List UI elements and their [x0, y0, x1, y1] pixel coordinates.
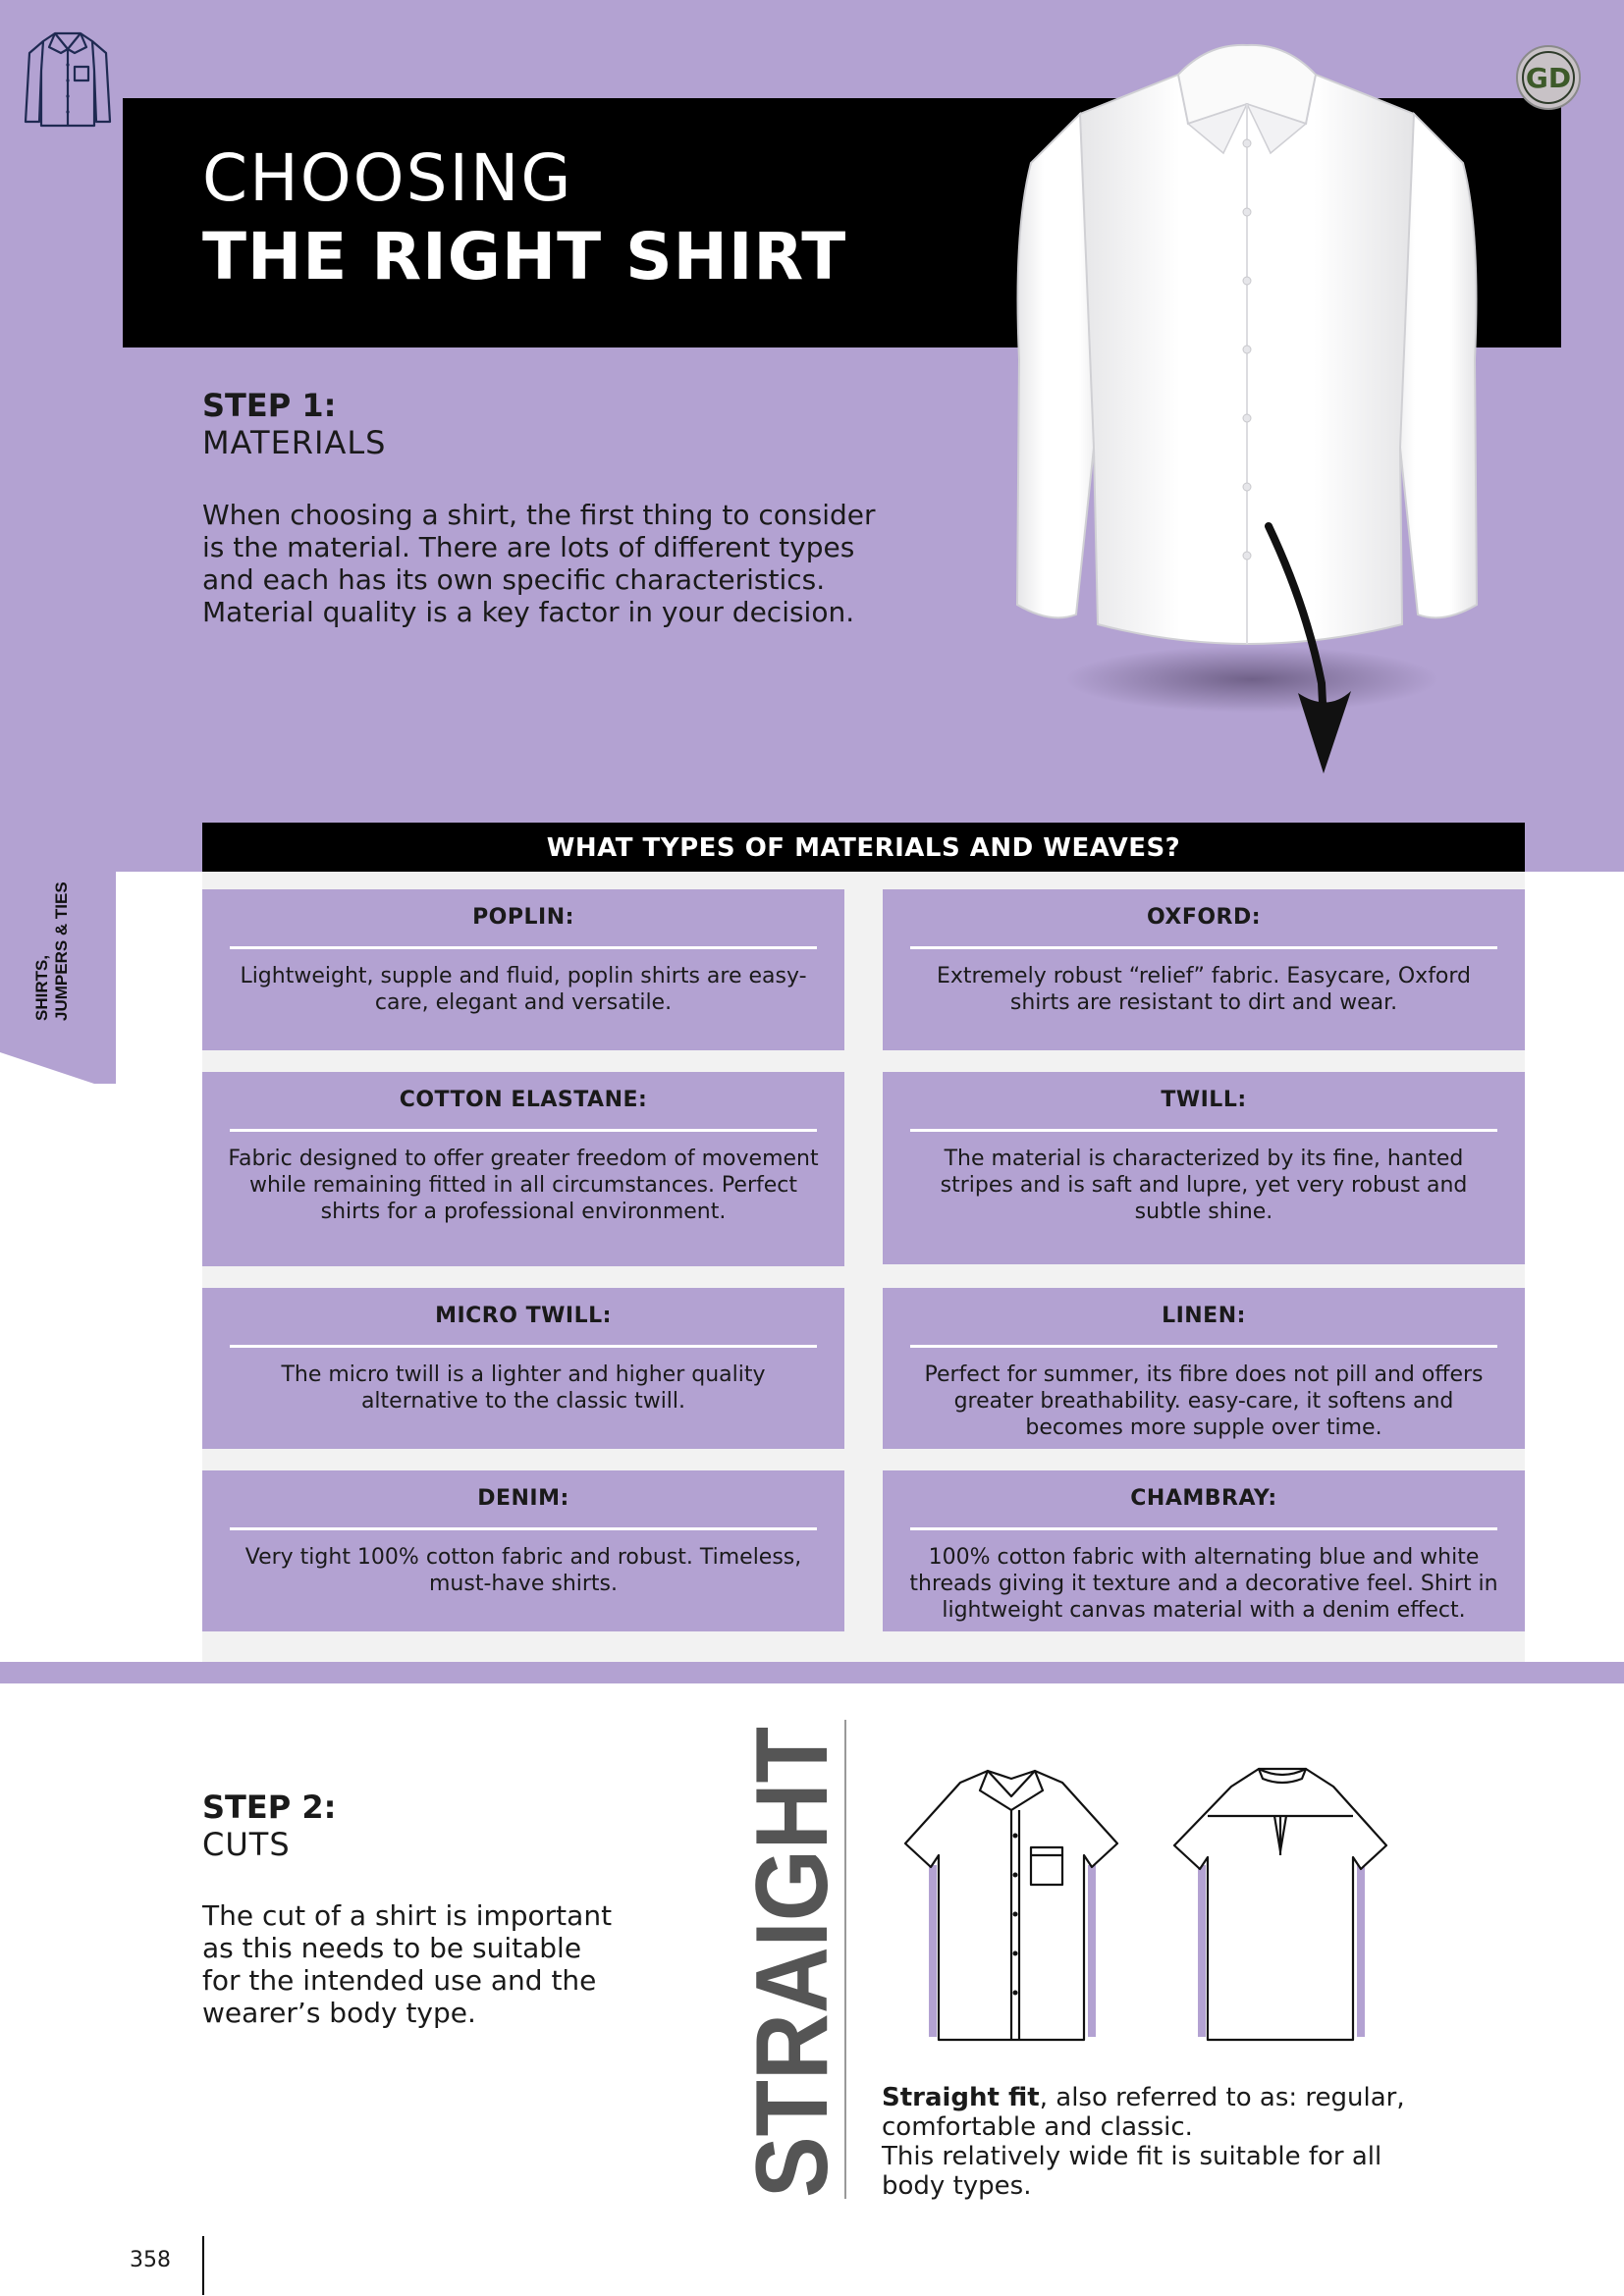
page-title-line2: THE RIGHT SHIRT: [202, 219, 847, 294]
material-title: OXFORD:: [1146, 905, 1262, 930]
material-card-denim: [202, 1470, 844, 1631]
step2-title: STEP 2:: [202, 1789, 337, 1826]
step2-subtitle: CUTS: [202, 1826, 291, 1863]
short-sleeve-shirt-back-icon: [1174, 1769, 1386, 2040]
card-divider: [230, 1527, 817, 1530]
cut-name-vertical: [735, 1676, 849, 2204]
material-description: Lightweight, supple and fluid, poplin shirts are easy-care, elegant and versatile.: [240, 964, 807, 1015]
material-description: 100% cotton fabric with alternating blue and white threads giving it texture and a decorative feel. Shirt in lightweight canvas material with a denim effect.: [909, 1545, 1498, 1623]
material-description: The micro twill is a lighter and higher quality alternative to the classic twill.: [281, 1362, 766, 1414]
material-title: LINEN:: [1162, 1304, 1246, 1328]
svg-text:GD: GD: [1525, 62, 1572, 94]
card-divider: [230, 1345, 817, 1348]
card-divider: [910, 1345, 1497, 1348]
cut-illustration: [882, 1757, 1412, 2052]
material-title: TWILL:: [1161, 1088, 1247, 1112]
footer-rule: [202, 2236, 204, 2295]
card-divider: [230, 946, 817, 949]
material-card-linen: [883, 1288, 1525, 1449]
material-card-chambray: [883, 1470, 1525, 1631]
fit-line2: This relatively wide fit is suitable for all body types.: [882, 2142, 1382, 2201]
material-card-cotton-elastane: [202, 1072, 844, 1266]
card-divider: [910, 1527, 1497, 1530]
material-card-twill: [883, 1072, 1525, 1264]
intro-paragraph: When choosing a shirt, the first thing to consider is the material. There are lots of different types and each has its own specific characteristics.: [202, 499, 876, 596]
material-title: POPLIN:: [472, 905, 574, 930]
material-description: Fabric designed to offer greater freedom of movement while remaining fitted in all circumstances. Perfect shirts for a professional environment.: [228, 1147, 819, 1224]
svg-text:SHIRTS,: SHIRTS,: [32, 954, 51, 1021]
material-title: CHAMBRAY:: [1130, 1486, 1277, 1511]
card-divider: [910, 1129, 1497, 1132]
step2-body: The cut of a shirt is important as this needs to be suitable for the intended use and the wearer’s body type.: [202, 1899, 613, 2029]
svg-text:STRAIGHT: STRAIGHT: [735, 1676, 849, 2198]
step1-title: STEP 1:: [202, 387, 337, 424]
material-description: The material is characterized by its fine, hanted stripes and is saft and lupre, yet very robust and subtle shine.: [940, 1147, 1468, 1224]
fit-line1: [882, 2083, 1432, 2142]
step1-intro: [202, 499, 890, 628]
white-shirt-photo: [1011, 35, 1483, 781]
material-card-oxford: [883, 889, 1525, 1050]
step1-subtitle: MATERIALS: [202, 424, 387, 461]
material-description: Perfect for summer, its fibre does not pill and offers greater breathability. easy-care, it softens and becomes more supple over time.: [924, 1362, 1484, 1440]
material-title: COTTON ELASTANE:: [399, 1088, 648, 1112]
fit-description: [882, 2083, 1432, 2201]
section-tab-label: [27, 881, 86, 1021]
material-description: Very tight 100% cotton fabric and robust. Timeless, must-have shirts.: [244, 1545, 802, 1596]
fit-aliases: , also referred to as: regular, comfortable and classic.: [882, 2083, 1405, 2142]
material-description: Extremely robust “relief” fabric. Easycare, Oxford shirts are resistant to dirt and wear.: [936, 964, 1472, 1015]
material-card-poplin: [202, 889, 844, 1050]
section-divider-band: [0, 1662, 1624, 1683]
materials-header: WHAT TYPES OF MATERIALS AND WEAVES?: [202, 823, 1525, 872]
page-title-line1: CHOOSING: [202, 140, 573, 216]
material-card-micro-twill: [202, 1288, 844, 1449]
material-title: DENIM:: [477, 1486, 569, 1511]
short-sleeve-shirt-front-icon: [905, 1771, 1117, 2040]
card-divider: [910, 946, 1497, 949]
fit-name: Straight fit: [882, 2083, 1040, 2112]
intro-emphasis: Material quality is a key factor in your decision.: [202, 596, 855, 628]
gd-logo-icon: [1514, 43, 1583, 112]
material-title: MICRO TWILL:: [435, 1304, 612, 1328]
card-divider: [230, 1129, 817, 1132]
svg-text:JUMPERS & TIES: JUMPERS & TIES: [52, 881, 71, 1021]
page-number: 358: [130, 2248, 171, 2272]
vertical-divider: [844, 1720, 846, 2199]
shirt-outline-icon: [22, 27, 114, 130]
